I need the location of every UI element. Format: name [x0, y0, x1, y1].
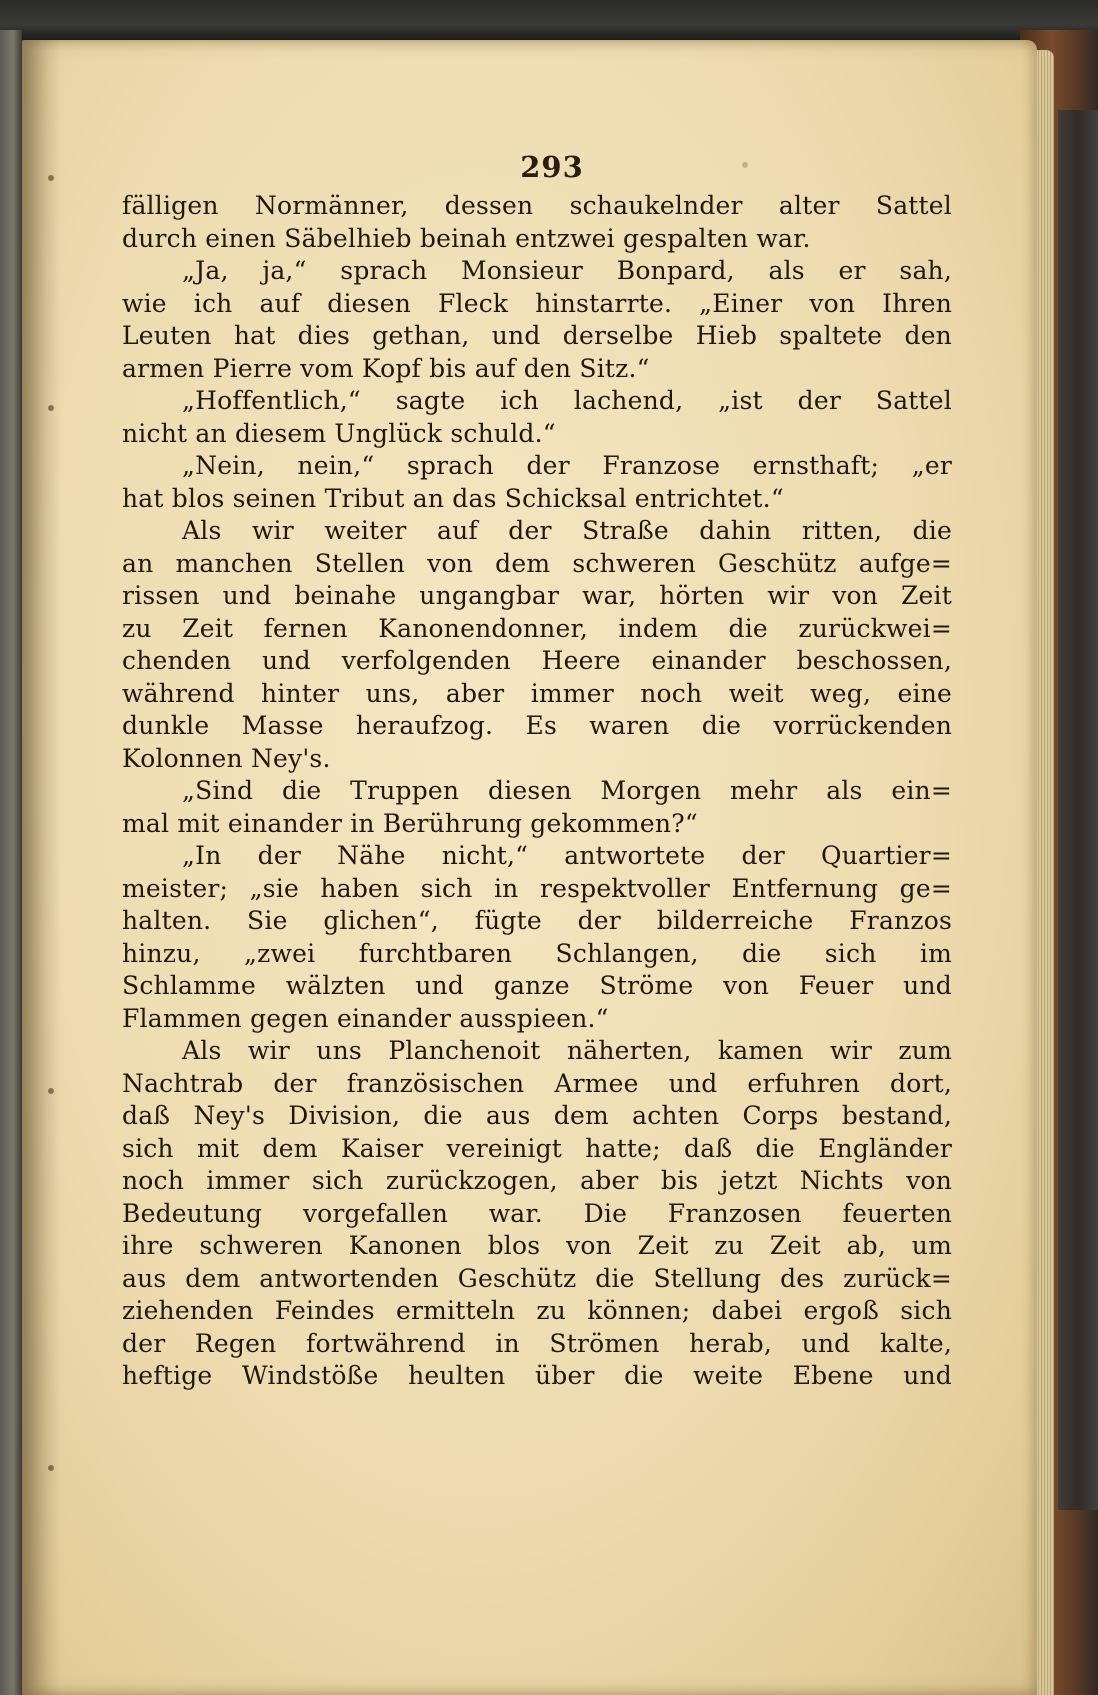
gutter-shadow — [22, 40, 62, 1695]
margin-mark — [48, 1088, 54, 1094]
margin-mark — [48, 1465, 54, 1471]
text-line: hinzu, „zwei furchtbaren Schlangen, die sich im — [122, 938, 952, 968]
text-line: während hinter uns, aber immer noch weit weg, eine — [122, 678, 952, 708]
text-line: Als wir weiter auf der Straße dahin ritten, die — [182, 516, 952, 545]
text-line: daß Ney's Division, die aus dem achten Corps bestand, — [122, 1101, 952, 1130]
text-line: zu Zeit fernen Kanonendonner, indem die zurückwei= — [122, 613, 952, 643]
text-line: meister; „sie haben sich in respektvoller Entfernung ge= — [122, 873, 952, 903]
text-line: ihre schweren Kanonen blos von Zeit zu Zeit ab, um — [122, 1231, 952, 1260]
book-page — [22, 40, 1037, 1695]
text-line: „In der Nähe nicht,“ antwortete der Quartier= — [182, 841, 952, 870]
text-line: Kolonnen Ney's. — [122, 743, 331, 773]
text-line: Bedeutung vorgefallen war. Die Franzosen feuerten — [122, 1198, 952, 1228]
text-line: fälligen Normänner, dessen schaukelnder alter Sattel — [122, 191, 952, 220]
text-line: nicht an diesem Unglück schuld.“ — [122, 418, 556, 448]
text-line: durch einen Säbelhieb beinah entzwei gespalten war. — [122, 223, 811, 253]
text-line: dunkle Masse heraufzog. Es waren die vorrückenden — [122, 711, 952, 740]
text-line: wie ich auf diesen Fleck hinstarrte. „Einer von Ihren — [122, 288, 952, 318]
text-line: Flammen gegen einander ausspieen.“ — [122, 1003, 609, 1033]
book-left-cover — [0, 30, 22, 1695]
text-line: hat blos seinen Tribut an das Schicksal entrichtet.“ — [122, 483, 784, 513]
text-line: heftige Windstöße heulten über die weite Ebene und — [122, 1361, 952, 1390]
text-line: „Hoffentlich,“ sagte ich lachend, „ist der Sattel — [182, 386, 952, 415]
text-line: aus dem antwortenden Geschütz die Stellung des zurück= — [122, 1263, 952, 1293]
page-number: 293 — [520, 150, 584, 184]
text-line: „Nein, nein,“ sprach der Franzose ernsthaft; „er — [182, 451, 952, 480]
text-line: noch immer sich zurückzogen, aber bis jetzt Nichts von — [122, 1166, 952, 1195]
text-line: „Ja, ja,“ sprach Monsieur Bonpard, als er sah, — [182, 256, 952, 285]
text-line: der Regen fortwährend in Strömen herab, und kalte, — [122, 1328, 952, 1358]
margin-mark — [48, 405, 54, 411]
text-line: rissen und beinahe ungangbar war, hörten wir von Zeit — [122, 581, 952, 610]
text-line: Schlamme wälzten und ganze Ströme von Feuer und — [122, 971, 952, 1000]
page-text — [122, 190, 952, 1393]
text-line: an manchen Stellen von dem schweren Geschütz aufge= — [122, 548, 952, 578]
book-top-edge — [0, 0, 1098, 40]
text-line: Nachtrab der französischen Armee und erfuhren dort, — [122, 1068, 952, 1098]
book-cover-cloth — [1058, 110, 1098, 1510]
text-line: chenden und verfolgenden Heere einander beschossen, — [122, 646, 952, 675]
text-line: „Sind die Truppen diesen Morgen mehr als ein= — [182, 776, 952, 805]
text-line: halten. Sie glichen“, fügte der bilderreiche Franzos — [122, 906, 952, 935]
text-line: sich mit dem Kaiser vereinigt hatte; daß die Engländer — [122, 1133, 952, 1163]
text-line: Als wir uns Planchenoit näherten, kamen wir zum — [182, 1036, 952, 1065]
text-line: armen Pierre vom Kopf bis auf den Sitz.“ — [122, 353, 650, 383]
text-line: ziehenden Feindes ermitteln zu können; dabei ergoß sich — [122, 1296, 952, 1325]
text-line: mal mit einander in Berührung gekommen?“ — [122, 808, 698, 838]
text-line: Leuten hat dies gethan, und derselbe Hieb spaltete den — [122, 321, 952, 350]
margin-mark — [48, 175, 54, 181]
paper-spot — [742, 162, 748, 168]
